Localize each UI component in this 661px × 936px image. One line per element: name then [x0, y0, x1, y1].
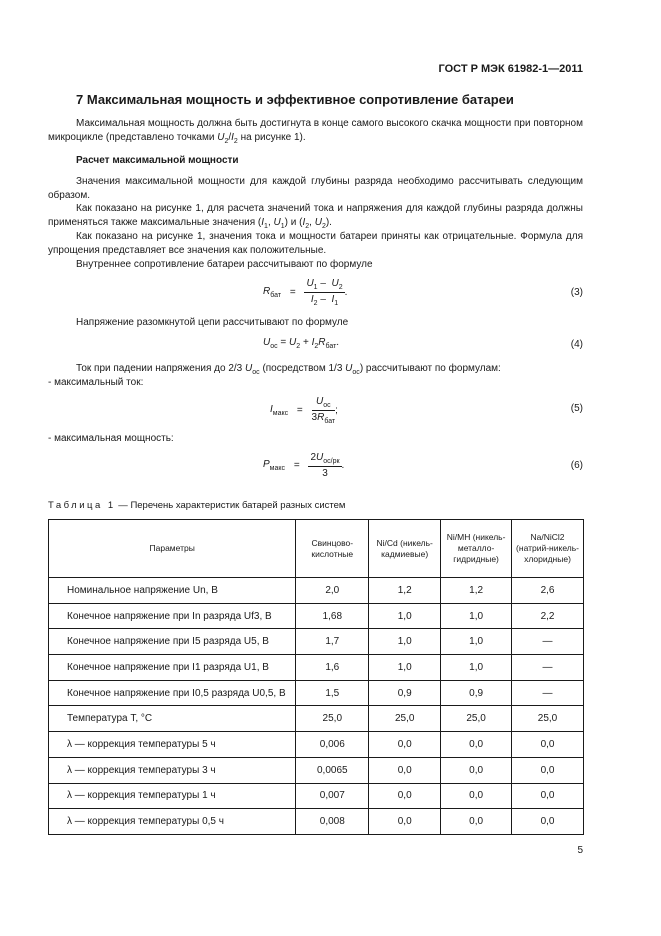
- table-cell: 0,0: [512, 732, 584, 758]
- row-label: λ — коррекция температуры 0,5 ч: [49, 809, 296, 835]
- table-cell: 0,0: [512, 809, 584, 835]
- header-nicd: Ni/Cd (никель-кадмиевые): [369, 520, 441, 578]
- table-row: [49, 732, 584, 758]
- section-title: 7 Максимальная мощность и эффективное сопротивление батареи: [76, 92, 514, 107]
- table-cell: 1,6: [296, 655, 369, 681]
- paragraph-1: Максимальная мощность должна быть достигнута в конце самого высокого скачка мощности при повторном микроцикле (представлено точками $U_2/I_2$ на рисунке 1).: [48, 118, 583, 145]
- formula-5: $I_{макс}$ = $\frac{U_{oc}}{3R_{бат}}$ ;: [270, 396, 338, 425]
- table-cell: 0,0: [369, 757, 441, 783]
- row-label: Конечное напряжение при I1 разряда U1, В: [49, 655, 296, 681]
- paragraph-8: - максимальный ток:: [48, 377, 144, 388]
- paragraph-7: Ток при падении напряжения до 2/3 $U_{oc}$ (посредством 1/3 $U_{oc}$) рассчитывают по формулам:: [76, 363, 501, 376]
- table-cell: 0,0065: [296, 757, 369, 783]
- formula-3-number: (3): [570, 287, 583, 298]
- table-row: [49, 578, 584, 604]
- table-cell: 2,0: [296, 578, 369, 604]
- table-header-row: [49, 520, 584, 578]
- paragraph-5: Внутреннее сопротивление батареи рассчитывают по формуле: [76, 259, 373, 270]
- row-label: Температура T, °C: [49, 706, 296, 732]
- table-cell: —: [512, 680, 584, 706]
- table-cell: 0,008: [296, 809, 369, 835]
- table-row: [49, 603, 584, 629]
- table-cell: 0,0: [441, 809, 512, 835]
- header-lead-acid: Свинцово-кислотные: [296, 520, 369, 578]
- table-cell: 0,0: [369, 809, 441, 835]
- table-cell: 0,007: [296, 783, 369, 809]
- paragraph-6: Напряжение разомкнутой цепи рассчитывают по формуле: [76, 317, 349, 328]
- table-row: [49, 629, 584, 655]
- table-cell: 2,6: [512, 578, 584, 604]
- row-label: λ — коррекция температуры 5 ч: [49, 732, 296, 758]
- table-cell: 1,2: [369, 578, 441, 604]
- header-parameters: Параметры: [49, 520, 296, 578]
- table-cell: 0,006: [296, 732, 369, 758]
- table-cell: 2,2: [512, 603, 584, 629]
- table-row: [49, 680, 584, 706]
- table-cell: 0,0: [441, 783, 512, 809]
- table-row: [49, 757, 584, 783]
- table-cell: —: [512, 655, 584, 681]
- row-label: λ — коррекция температуры 1 ч: [49, 783, 296, 809]
- table-cell: 0,9: [369, 680, 441, 706]
- table-caption: Таблица 1 — Перечень характеристик батарей разных систем: [48, 500, 346, 511]
- row-label: Номинальное напряжение Un, В: [49, 578, 296, 604]
- table-row: [49, 706, 584, 732]
- page-number: 5: [577, 845, 583, 856]
- table-cell: 0,0: [369, 732, 441, 758]
- table-cell: 1,5: [296, 680, 369, 706]
- table-cell: 1,0: [369, 629, 441, 655]
- table-cell: 1,0: [369, 603, 441, 629]
- table-cell: 1,0: [441, 655, 512, 681]
- formula-4: $U_{oc} = U_2 + I_2R_{бат}$.: [263, 337, 340, 350]
- header-nanicl: Na/NiCl2 (натрий-никель-хлоридные): [512, 520, 584, 578]
- paragraph-9: - максимальная мощность:: [48, 433, 174, 444]
- table-cell: 1,0: [441, 603, 512, 629]
- row-label: λ — коррекция температуры 3 ч: [49, 757, 296, 783]
- formula-4-number: (4): [570, 339, 583, 350]
- row-label: Конечное напряжение при I5 разряда U5, В: [49, 629, 296, 655]
- paragraph-4: Как показано на рисунке 1, значения тока и мощности батареи приняты как отрицательные. Формула для упрощения представляет все значения как положительные.: [48, 231, 583, 256]
- table-row: [49, 783, 584, 809]
- table-row: [49, 655, 584, 681]
- table-cell: 0,0: [369, 783, 441, 809]
- row-label: Конечное напряжение при I0,5 разряда U0,5, В: [49, 680, 296, 706]
- table-cell: 0,0: [441, 757, 512, 783]
- table-cell: 1,68: [296, 603, 369, 629]
- table-cell: 0,0: [441, 732, 512, 758]
- table-cell: 25,0: [441, 706, 512, 732]
- table-cell: 25,0: [296, 706, 369, 732]
- table-cell: 25,0: [369, 706, 441, 732]
- table-cell: 1,2: [441, 578, 512, 604]
- paragraph-2: Значения максимальной мощности для каждой глубины разряда необходимо рассчитывать следующим образом.: [48, 176, 583, 201]
- standard-header: ГОСТ Р МЭК 61982-1—2011: [438, 63, 583, 75]
- table-cell: 1,0: [369, 655, 441, 681]
- table-cell: 25,0: [512, 706, 584, 732]
- paragraph-3: Как показано на рисунке 1, для расчета значений тока и напряжения для каждой глубины разряда должны применяться также максимальные значения ($I_1$, $U_1$) и ($I_2$, $U_2$).: [48, 203, 583, 230]
- table-cell: 0,0: [512, 757, 584, 783]
- battery-characteristics-table: [48, 519, 584, 835]
- formula-5-number: (5): [570, 403, 583, 414]
- table-cell: —: [512, 629, 584, 655]
- table-cell: 0,9: [441, 680, 512, 706]
- table-cell: 1,0: [441, 629, 512, 655]
- table-cell: 0,0: [512, 783, 584, 809]
- subheading: Расчет максимальной мощности: [76, 155, 239, 166]
- row-label: Конечное напряжение при In разряда Uf3, В: [49, 603, 296, 629]
- table-row: [49, 809, 584, 835]
- header-nimh: Ni/MH (никель-металло-гидридные): [441, 520, 512, 578]
- formula-6: $P_{макс}$ = $\frac{2U_{oc/рк}}{3}$ .: [263, 452, 345, 479]
- table-cell: 1,7: [296, 629, 369, 655]
- formula-3: $R_{бат}$ = $\frac{U_1 - U_2}{I_2 - I_1}$ .: [263, 278, 348, 307]
- formula-6-number: (6): [570, 460, 583, 471]
